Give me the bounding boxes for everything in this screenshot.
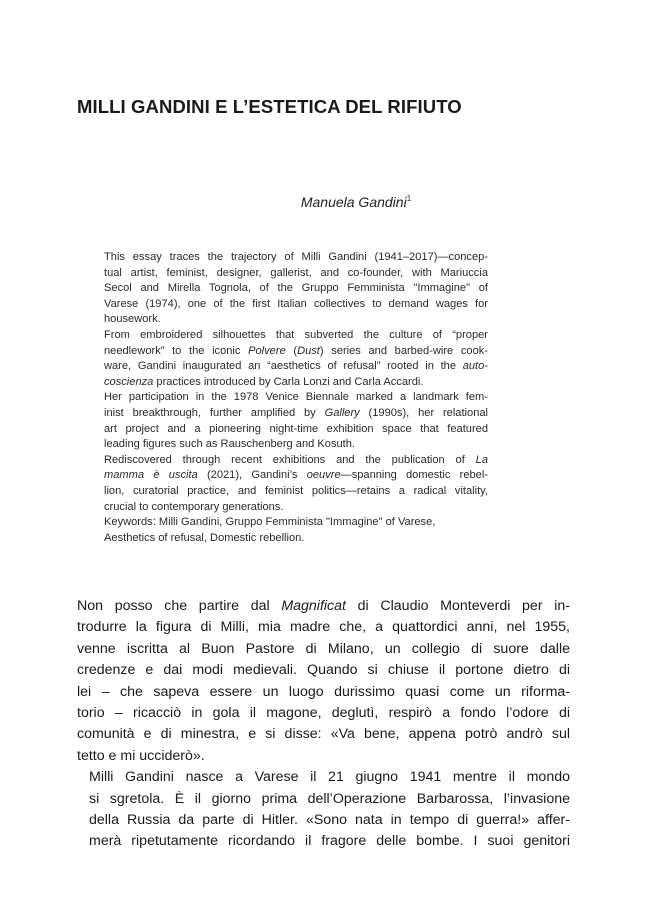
abstract-line [104,406,488,422]
body-paragraph [77,767,570,853]
text-run: inist breakthrough, further amplified by [104,406,325,419]
abstract-line [104,453,488,469]
footnote-marker[interactable]: 1 [406,194,412,203]
text-run: needlework” to the iconic [104,344,249,357]
abstract-line [104,375,488,391]
abstract-paragraph [104,328,488,390]
abstract-line [104,359,488,375]
abstract-line: leading figures such as Rauschenberg and Kosuth. [104,438,356,451]
abstract-line: art project and a pioneering night-time exhibition space that featured [104,422,488,435]
body-line: si sgretola. È il giorno prima dell’Operazione Barbarossa, l’invasione [89,790,570,807]
abstract-paragraph [104,453,488,515]
chapter-title: MILLI GANDINI E L’ESTETICA DEL RIFIUTO [77,96,462,117]
body-line: lei – che sapeva essere un luogo durissimo quasi come un riforma- [77,683,570,700]
abstract-line [104,468,488,484]
abstract-line: lion, curatorial practice, and feminist politics—retains a radical vitality, [104,484,488,497]
body-line: della Russia da parte di Hitler. «Sono nata in tempo di guerra!» affer- [89,812,570,829]
text-run: ) series and barbed-wire cook- [319,344,488,357]
italic-term: oeuvre [306,469,341,482]
italic-term: Polvere [248,344,286,357]
keywords [104,515,488,546]
keywords-line: Aesthetics of refusal, Domestic rebellion. [104,531,305,544]
body-line: merà ripetutamente ricordando il fragore delle bombe. I suoi genitori [89,833,570,850]
text-run: ( [285,344,298,357]
body-line: trodurre la figura di Milli, mia madre che, a quattordici anni, nel 1955, [77,619,570,636]
body-line: torio – ricacciò in gola il magone, deglutì, respirò a fondo l’odore di [77,705,570,722]
abstract-line: housework. [104,313,161,326]
text-run: (1990s), her relational [359,406,488,419]
abstract-paragraph [104,250,488,328]
italic-term: Gallery [324,406,360,419]
italic-term: La [475,453,488,466]
body-line [77,596,570,617]
text-run: di Claudio Monteverdi per in- [345,598,570,614]
italic-term: auto- [462,360,488,373]
author-name: Manuela Gandini [300,194,407,210]
text-run: practices introduced by Carla Lonzi and Carla Accardi. [153,375,424,388]
body-line: credenze e dai modi medievali. Quando si chiuse il portone dietro di [77,662,570,679]
abstract-line: tual artist, feminist, designer, gallerist, and co-founder, with Mariuccia [104,266,488,279]
body-line: venne iscritta al Buon Pastore di Milano, un collegio di suore dalle [77,640,570,657]
text-run: Rediscovered through recent exhibitions and the publication of [104,453,476,466]
abstract-line: This essay traces the trajectory of Milli Gandini (1941–2017)—concep- [104,251,488,263]
text-run: (2021), Gandini’s [197,469,307,482]
text-run: ware, Gandini inaugurated an “aesthetics of refusal” rooted in the [104,360,463,373]
italic-term: coscienza [104,375,154,388]
body-line: tetto e mi ucciderò». [77,747,205,764]
body-line: comunità e di minestra, e si disse: «Va bene, appena potrò andrò sul [77,726,570,743]
keywords-paragraph [104,515,488,546]
keywords-line: Keywords: Milli Gandini, Gruppo Femminista "Immagine" of Varese, [104,516,436,528]
abstract-line: From embroidered silhouettes that subverted the culture of “proper [104,328,488,341]
author-line [0,194,650,210]
text-run: Non posso che partire dal [77,598,282,614]
abstract-paragraph [104,390,488,452]
italic-term: Magnificat [281,598,346,614]
text-run: —spanning domestic rebel- [340,469,488,482]
abstract-line: Secol and Mirella Tognola, of the Gruppo Femminista "Immagine" of [104,282,488,295]
body-line: Milli Gandini nasce a Varese il 21 giugno 1941 mentre il mondo [89,769,570,786]
italic-term: mamma è uscita [104,469,198,482]
abstract-line: Varese (1974), one of the first Italian collectives to demand wages for [104,297,488,310]
abstract-line [104,344,488,360]
italic-term: Dust [297,344,320,357]
body-paragraph [77,596,570,767]
abstract-line: Her participation in the 1978 Venice Biennale marked a landmark fem- [104,391,488,404]
body-text [77,596,570,853]
abstract [104,250,488,515]
abstract-line: crucial to contemporary generations. [104,500,284,513]
